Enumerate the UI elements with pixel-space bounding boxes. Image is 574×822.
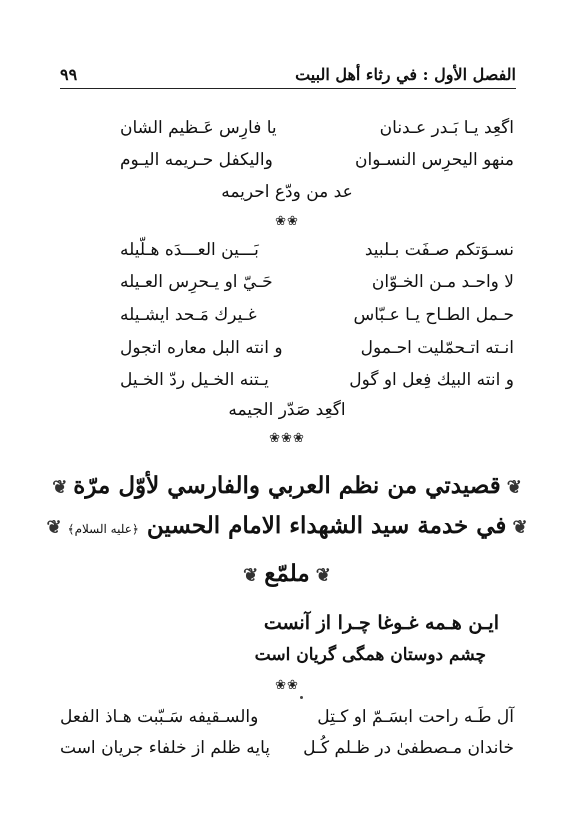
first-hemistich: نسـوَتكم صـفَت بـلبيد [364,240,514,260]
chapter-title: الفصل الأول : في رثاء أهل البيت [295,65,516,84]
second-hemistich: بَـــين العـــدَه هـلّيله [120,240,259,260]
verse-line [60,118,514,148]
ornament-icon: ❦ [46,517,62,538]
second-hemistich: حَـيّ او يـحرِس العـيله [120,272,273,292]
ornament-icon: ❦ [315,565,331,586]
persian-title: ايـن هـمه غـوغا چـرا از آنست [263,612,499,634]
refrain-line: اگعِد صَدّر الجيمه [228,400,346,420]
stanza-separator: ❀❀❀ [269,431,305,446]
second-hemistich: والسـقيفه سَـبّبت هـاذ الفعل [60,707,259,727]
first-hemistich: آل طَـه راحت ابسَـمّ او كـتِل [317,707,514,727]
ornament-icon: ❦ [52,477,68,498]
first-hemistich: منهو اليحرِس النسـوان [355,150,514,170]
verse-line [60,707,514,737]
verse-line [60,305,514,335]
second-hemistich: واليكفل حـريمه اليـوم [120,150,273,170]
first-hemistich: لا واحـد مـن الخـوّان [371,272,514,292]
second-hemistich: يا فارِس عَـظيم الشان [120,118,277,138]
stanza-separator: ❀❀ [275,678,299,693]
verse-line [60,738,514,768]
ornament-icon: ❦ [512,517,528,538]
second-hemistich: غـيرك مَـحد ايشـيله [120,305,257,325]
page-number: ٩٩ [60,65,78,84]
ornament-icon: ❦ [243,565,259,586]
first-hemistich: انـته اتـحمّليت احـمول [360,338,514,358]
first-hemistich: و انته البيك فِعل او گول [349,370,514,390]
first-hemistich: حـمل الطـاح يـا عـبّاس [353,305,514,325]
verse-line [60,370,514,400]
first-hemistich: خاندان مـصطفیٰ در ظـلم كُـل [303,738,514,758]
verse-line [60,272,514,302]
poem-heading-line2: ❦في خدمة سيد الشهداء الامام الحسين ﴿عليه السلام﴾❦ [46,512,528,539]
ornament-icon: ❦ [506,477,522,498]
persian-subtitle: چشم دوستان همگی گریان است [254,645,486,665]
stanza-separator: ❀❀ [275,214,299,229]
ink-dot [300,696,303,699]
running-header [60,58,516,89]
refrain-line: عد من ودّع احريمه [221,182,353,202]
verse-line [60,338,514,368]
verse-line [60,150,514,180]
poem-heading-line1: ❦قصيدتي من نظم العربي والفارسي لأوّل مرّة❦ [52,472,522,499]
second-hemistich: پايه ظلم از خلفاء جريان است [60,738,271,758]
poem-heading-line3: ❦ملمّع❦ [243,560,331,587]
honorific-mark: ﴿عليه السلام﴾ [67,522,139,536]
second-hemistich: و انته البل معاره اتجول [120,338,283,358]
first-hemistich: اگعِد يـا بَـدر عـدنان [379,118,514,138]
verse-line [60,240,514,270]
second-hemistich: يـتنه الخـيل ردّ الخـيل [120,370,269,390]
